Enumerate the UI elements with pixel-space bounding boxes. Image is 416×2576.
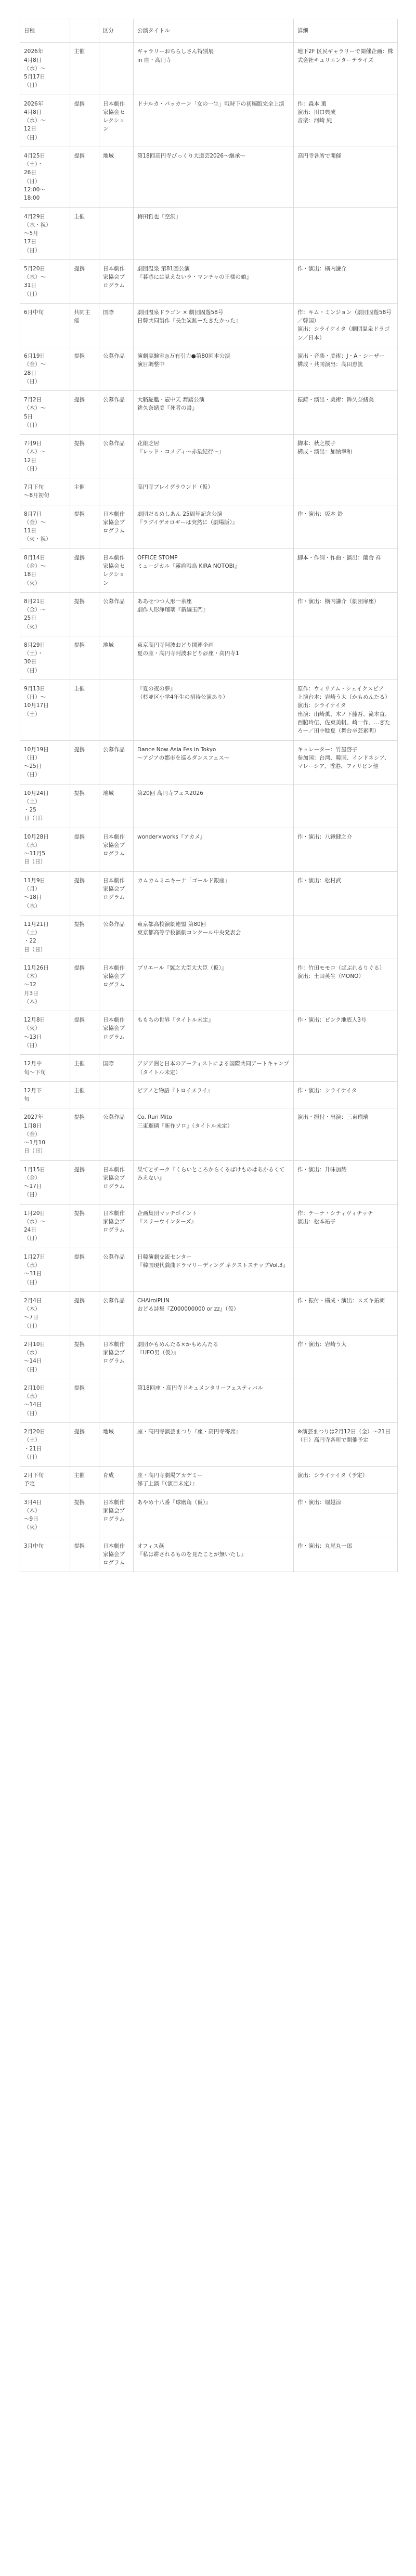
cell-date: 12月中 旬～下旬 (20, 1055, 70, 1082)
cell-detail: 作・演出：横内謙介 (294, 259, 398, 303)
table-row (20, 478, 398, 505)
cell-role: 主催 (70, 1055, 99, 1082)
table-row (20, 1204, 398, 1248)
cell-role: 提携 (70, 1291, 99, 1335)
cell-role: 提携 (70, 1493, 99, 1537)
cell-title: ドナルカ・パッカーン「女の一生」戦時下の初稿版完全上演 (134, 95, 294, 147)
cell-category (99, 43, 134, 95)
cell-title: 第20回 高円寺フェス2026 (134, 784, 294, 828)
table-row (20, 435, 398, 478)
cell-date: 2月10日 （水） ～14日 （日） (20, 1335, 70, 1379)
table-row (20, 43, 398, 95)
cell-category: 日本劇作家協会プログラム (99, 959, 134, 1011)
cell-role: 主催 (70, 1081, 99, 1108)
cell-category: 日本劇作家協会プログラム (99, 259, 134, 303)
cell-title: 劇団温泉 第81回公演 『暮巷には見えないラ・マンチャの王様の娘』 (134, 259, 294, 303)
cell-title: Dance Now Asia Fes in Tokyo ～アジアの都市を巡るダンスフェス～ (134, 740, 294, 784)
cell-date: 1月15日 （金） ～17日 （日） (20, 1160, 70, 1204)
cell-role: 提携 (70, 784, 99, 828)
cell-detail: 作・演出：シライケイタ (294, 1081, 398, 1108)
cell-date: 1月20日 （水）～ 24日 （日） (20, 1204, 70, 1248)
cell-title: ギャラリーおちらしさん特別展 in 座・高円寺 (134, 43, 294, 95)
cell-date: 3月4日 （木） ～9日 （火） (20, 1493, 70, 1537)
cell-detail (294, 478, 398, 505)
cell-category: 公募作品 (99, 435, 134, 478)
cell-category: 公募作品 (99, 915, 134, 959)
cell-category: 日本劇作家協会セレクション (99, 95, 134, 147)
cell-detail: 作・演出：横内謙介（劇団扉座） (294, 592, 398, 636)
cell-date: 6月19日 （金）～ 28日 （日） (20, 347, 70, 390)
cell-title: 劇団だるめしあん 25周年記念公演 『ラブイデオロギーは突然に（劇場版）』 (134, 505, 294, 548)
cell-category: 国際 (99, 1055, 134, 1082)
table-row (20, 1011, 398, 1055)
cell-date: 4月29日 （水・祝） ～5月 17日 （日） (20, 207, 70, 259)
header-date: 日程 (20, 19, 70, 43)
cell-role: 提携 (70, 505, 99, 548)
cell-category: 公募作品 (99, 391, 134, 435)
cell-title: CHAiroiPLIN おどる詩集『Z000000000 or zz』（仮） (134, 1291, 294, 1335)
cell-detail: 作：竹田モモコ（ばぶれるりぐる） 演出：土田英生（MONO） (294, 959, 398, 1011)
cell-category: 日本劇作家協会プログラム (99, 1160, 134, 1204)
table-body (20, 43, 398, 1572)
cell-title: 劇団温泉ドラゴン × 劇団固遊58号 日韓共同製作『長生炭鉱ーたきたかった』 (134, 303, 294, 347)
cell-title: ピアノと物語『トロイメライ』 (134, 1081, 294, 1108)
cell-role: 提携 (70, 828, 99, 871)
cell-detail (294, 1055, 398, 1082)
cell-title: wonder×works『アカメ』 (134, 828, 294, 871)
cell-role: 提携 (70, 1011, 99, 1055)
table-row (20, 347, 398, 390)
cell-role: 提携 (70, 1537, 99, 1572)
cell-category: 公募作品 (99, 1108, 134, 1160)
header-detail: 詳細 (294, 19, 398, 43)
table-row (20, 303, 398, 347)
cell-detail: 作：森本 薫 演出：川口典成 音楽：河崎 純 (294, 95, 398, 147)
cell-category: 公募作品 (99, 347, 134, 390)
cell-title: あやめ十八番『球磨角（仮）』 (134, 1493, 294, 1537)
table-row (20, 1291, 398, 1335)
cell-role: 提携 (70, 1335, 99, 1379)
cell-detail: 作・演出：八鍬健之介 (294, 828, 398, 871)
cell-category: 地域 (99, 147, 134, 207)
cell-detail (294, 636, 398, 679)
cell-detail: 演出・音楽・美術：J・A・シーザー 構成・共同演出：高田恵篤 (294, 347, 398, 390)
cell-category: 日本劇作家協会プログラム (99, 1493, 134, 1537)
table-row (20, 1055, 398, 1082)
cell-detail: 演出・振付・出演：三東瑠璃 (294, 1108, 398, 1160)
cell-role: 提携 (70, 1248, 99, 1291)
cell-category: 日本劇作家協会セレクション (99, 548, 134, 592)
cell-title: オフィス燕 『私は耕されるものを見たことが無いたし』 (134, 1537, 294, 1572)
cell-detail: キュレーター：竹屋啓子 参加国：台湾、韓国、インドネシア、マレーシア、香港、フィリピン他 (294, 740, 398, 784)
cell-category: 日本劇作家協会プログラム (99, 828, 134, 871)
cell-detail (294, 784, 398, 828)
cell-title: カムカムミニキーナ「ゴールド銀座」 (134, 871, 294, 915)
table-row (20, 1493, 398, 1537)
header-title: 公演タイトル (134, 19, 294, 43)
cell-date: 11月9日 （月） ～18日 （水） (20, 871, 70, 915)
header-role (70, 19, 99, 43)
cell-detail: 作・振付・構成・演出：スズキ拓朗 (294, 1291, 398, 1335)
cell-category (99, 478, 134, 505)
table-row (20, 828, 398, 871)
table-row (20, 147, 398, 207)
cell-category: 公募作品 (99, 592, 134, 636)
cell-role: 提携 (70, 435, 99, 478)
cell-title: 第18回座・高円寺ドキュメンタリーフェスティバル (134, 1379, 294, 1422)
cell-title: 高円寺プレイグラウンド（仮） (134, 478, 294, 505)
cell-role: 主催 (70, 679, 99, 740)
cell-title: 企画集団マッチポイント 『スリーウインターズ』 (134, 1204, 294, 1248)
table-row (20, 548, 398, 592)
cell-role: 主催 (70, 43, 99, 95)
cell-category (99, 679, 134, 740)
cell-date: 8月7日 （金）～ 11日 （火・祝） (20, 505, 70, 548)
cell-detail (294, 1379, 398, 1422)
cell-detail: 原作：ウィリアム・シェイクスピア 上演台本：岩崎う大（かもめんたる）演出：シライケイタ 出演：山崎薫、木ノ下藤吾、滝本直、西脇玲伍、佐東美帆、崎一作、…ぎたろー／田中稔夏（舞台卒芸素明） (294, 679, 398, 740)
cell-role: 共同主催 (70, 303, 99, 347)
cell-title: 座・高円寺劇場アカデミー 修了上演『（演目未定）』 (134, 1467, 294, 1494)
cell-date: 12月8日 （火） ～13日 （日） (20, 1011, 70, 1055)
cell-date: 11月21日 （土） ・22 日（日） (20, 915, 70, 959)
table-row (20, 592, 398, 636)
cell-category: 日本劇作家協会プログラム (99, 871, 134, 915)
cell-category: 日本劇作家協会プログラム (99, 505, 134, 548)
cell-title: 座・高円寺演芸まつり『座・高円寺寄席』 (134, 1423, 294, 1467)
cell-detail: 作・演出：丸尾丸一郎 (294, 1537, 398, 1572)
cell-category: 地域 (99, 1423, 134, 1467)
cell-role: 提携 (70, 147, 99, 207)
cell-role: 提携 (70, 1379, 99, 1422)
table-row (20, 95, 398, 147)
table-row (20, 1335, 398, 1379)
cell-detail: 高円寺各所で開催 (294, 147, 398, 207)
cell-role: 提携 (70, 95, 99, 147)
cell-category: 地域 (99, 636, 134, 679)
table-row (20, 740, 398, 784)
cell-date: 3月中旬 (20, 1537, 70, 1572)
cell-detail: ※演芸まつりは2月12日（金）～21日（日）高円寺各所で開催予定 (294, 1423, 398, 1467)
cell-date: 12月下 旬 (20, 1081, 70, 1108)
schedule-table (20, 19, 398, 1572)
cell-title: 第18回高円寺びっくり大道芸2026～継承～ (134, 147, 294, 207)
table-row (20, 505, 398, 548)
cell-date: 8月29日 （土）・ 30日 （日） (20, 636, 70, 679)
table-row (20, 207, 398, 259)
cell-date: 2月20日 （土） ・21日 （日） (20, 1423, 70, 1467)
cell-role: 主催 (70, 478, 99, 505)
cell-date: 1月27日 （水） ～31日 （日） (20, 1248, 70, 1291)
cell-title: ももちの世界『タイトル未定』 (134, 1011, 294, 1055)
cell-category (99, 207, 134, 259)
cell-title: Co. Ruri Mito 三東瑠璃『新作ソロ』（タイトル未定） (134, 1108, 294, 1160)
table-row (20, 1423, 398, 1467)
table-row (20, 784, 398, 828)
table-row (20, 259, 398, 303)
cell-title: 梅田哲也『空洞』 (134, 207, 294, 259)
cell-date: 2026年 4月8日 （水）～ 5月17日 （日） (20, 43, 70, 95)
cell-detail (294, 1248, 398, 1291)
cell-date: 2月下旬 予定 (20, 1467, 70, 1494)
cell-date: 9月13日 （日）～ 10月17日 （土） (20, 679, 70, 740)
cell-date: 5月20日 （水）～ 31日 （日） (20, 259, 70, 303)
cell-date: 10月19日 （日） ～25日 （日） (20, 740, 70, 784)
cell-title: 東京都高校演劇連盟 第80回 東京都高等学校演劇コンクール中央発表会 (134, 915, 294, 959)
cell-role: 提携 (70, 871, 99, 915)
cell-detail: 作：キム・ミンジョン（劇団固遊58号／韓国） 演出：シライケイタ（劇団温泉ドラゴン／日本） (294, 303, 398, 347)
cell-role: 主催 (70, 207, 99, 259)
cell-category: 日本劇作家協会プログラム (99, 1204, 134, 1248)
cell-title: 果てとチーク『くらいところからくるばけものはあかるくてみえない』 (134, 1160, 294, 1204)
cell-detail: 作・演出：坂本 鈴 (294, 505, 398, 548)
cell-title: ブリエール『翼之大臣大大臣（仮）』 (134, 959, 294, 1011)
cell-detail: 振鋳・演出・美術：鉾久奈緒美 (294, 391, 398, 435)
cell-detail (294, 207, 398, 259)
cell-role: 主催 (70, 1467, 99, 1494)
cell-date: 7月9日 （木）～ 12日 （日） (20, 435, 70, 478)
cell-role: 提携 (70, 1108, 99, 1160)
table-row (20, 915, 398, 959)
table-row (20, 959, 398, 1011)
cell-date: 10月28日 （水） ～11月5 日（日） (20, 828, 70, 871)
cell-category: 公募作品 (99, 1248, 134, 1291)
cell-role: 提携 (70, 259, 99, 303)
cell-role: 提携 (70, 592, 99, 636)
table-header-row (20, 19, 398, 43)
cell-title: 花組芝居 『レッド・コメディ～赤星紀行～』 (134, 435, 294, 478)
cell-role: 提携 (70, 1423, 99, 1467)
cell-detail: 脚本：秋之桜子 構成・演出：加納幸和 (294, 435, 398, 478)
cell-date: 4月25日 （土）・ 26日 （日） 12:00～ 18:00 (20, 147, 70, 207)
cell-detail: 作・演出：升味加耀 (294, 1160, 398, 1204)
cell-detail: 作・演出：堀越涼 (294, 1493, 398, 1537)
cell-title: 大駱駝艦・壺中天 舞踏公演 鉾久奈緒美『死者の書』 (134, 391, 294, 435)
table-row (20, 391, 398, 435)
cell-detail: 演出：シライケイタ（予定） (294, 1467, 398, 1494)
cell-title: 日韓演劇交流センター 『韓国現代戯曲ドラマリーディング ネクストステップVol.3』 (134, 1248, 294, 1291)
cell-date: 2月10日 （水） ～14日 （日） (20, 1379, 70, 1422)
cell-role: 提携 (70, 1160, 99, 1204)
cell-date: 7月2日 （木）～ 5日 （日） (20, 391, 70, 435)
cell-role: 提携 (70, 636, 99, 679)
cell-role: 提携 (70, 959, 99, 1011)
cell-date: 2027年 1月8日 （金） ～1月10 日（日） (20, 1108, 70, 1160)
cell-date: 2026年 4月8日 （水）～ 12日 （日） (20, 95, 70, 147)
cell-title: 劇団かもめんたる×かもめんたる 『UFO男（仮）』 (134, 1335, 294, 1379)
cell-detail: 作・演出：ピンク地底人3号 (294, 1011, 398, 1055)
cell-detail (294, 915, 398, 959)
cell-category: 日本劇作家協会プログラム (99, 1537, 134, 1572)
table-row (20, 1467, 398, 1494)
cell-title: 東京高円寺阿波おどり関連企画 夏の座・高円寺阿波おどり＠座・高円寺1 (134, 636, 294, 679)
cell-detail: 作・演出：松村武 (294, 871, 398, 915)
cell-role: 提携 (70, 740, 99, 784)
cell-title: OFFICE STOMP ミュージカル『霧盾戦鳥 KIRA NOTOBI』 (134, 548, 294, 592)
table-row (20, 636, 398, 679)
cell-role: 提携 (70, 347, 99, 390)
cell-category: 日本劇作家協会プログラム (99, 1011, 134, 1055)
cell-category: 国際 (99, 303, 134, 347)
cell-category (99, 1379, 134, 1422)
table-row (20, 871, 398, 915)
cell-date: 6月中旬 (20, 303, 70, 347)
cell-detail: 脚本・作詞・作曲・演出：蘭舎 祥 (294, 548, 398, 592)
cell-role: 提携 (70, 391, 99, 435)
cell-role: 提携 (70, 915, 99, 959)
table-row (20, 1248, 398, 1291)
cell-date: 8月21日 （金）～ 25日 （火） (20, 592, 70, 636)
table-row (20, 1081, 398, 1108)
cell-date: 11月26日 （木） ～12 月3日 （木） (20, 959, 70, 1011)
cell-date: 8月14日 （金）～ 18日 （火） (20, 548, 70, 592)
cell-title: アジア圏と日本のアーティストによる国際共同アートキャンプ（タイトル未定） (134, 1055, 294, 1082)
cell-detail: 作・演出：岩崎う大 (294, 1335, 398, 1379)
header-category: 区分 (99, 19, 134, 43)
cell-detail: 地下2F 区民ギャラリーで開催企画：株式会社キュリエンターテライズ (294, 43, 398, 95)
table-row (20, 1537, 398, 1572)
cell-title: 『夏の夜の夢』 （杉並区小学4年生の招待公演あり） (134, 679, 294, 740)
table-row (20, 679, 398, 740)
cell-role: 提携 (70, 548, 99, 592)
table-row (20, 1379, 398, 1422)
cell-date: 7月下旬 ～8月初旬 (20, 478, 70, 505)
cell-date: 10月24日 （土） ・25 日（日） (20, 784, 70, 828)
cell-title: 演劇実験室◎万有引力●第80回本公演 演目調整中 (134, 347, 294, 390)
cell-category: 公募作品 (99, 740, 134, 784)
cell-category: 公募作品 (99, 1291, 134, 1335)
cell-detail: 作：テーナ・シティヴィチッチ 演出：松本祐子 (294, 1204, 398, 1248)
table-row (20, 1108, 398, 1160)
table-row (20, 1160, 398, 1204)
cell-title: ああせつつ人形一糸座 劇作人形浄瑠璃『新編玉門』 (134, 592, 294, 636)
cell-category: 日本劇作家協会プログラム (99, 1335, 134, 1379)
cell-role: 提携 (70, 1204, 99, 1248)
cell-category: 地域 (99, 784, 134, 828)
cell-date: 2月4日 （木） ～7日 （日） (20, 1291, 70, 1335)
cell-category (99, 1081, 134, 1108)
cell-category: 育成 (99, 1467, 134, 1494)
